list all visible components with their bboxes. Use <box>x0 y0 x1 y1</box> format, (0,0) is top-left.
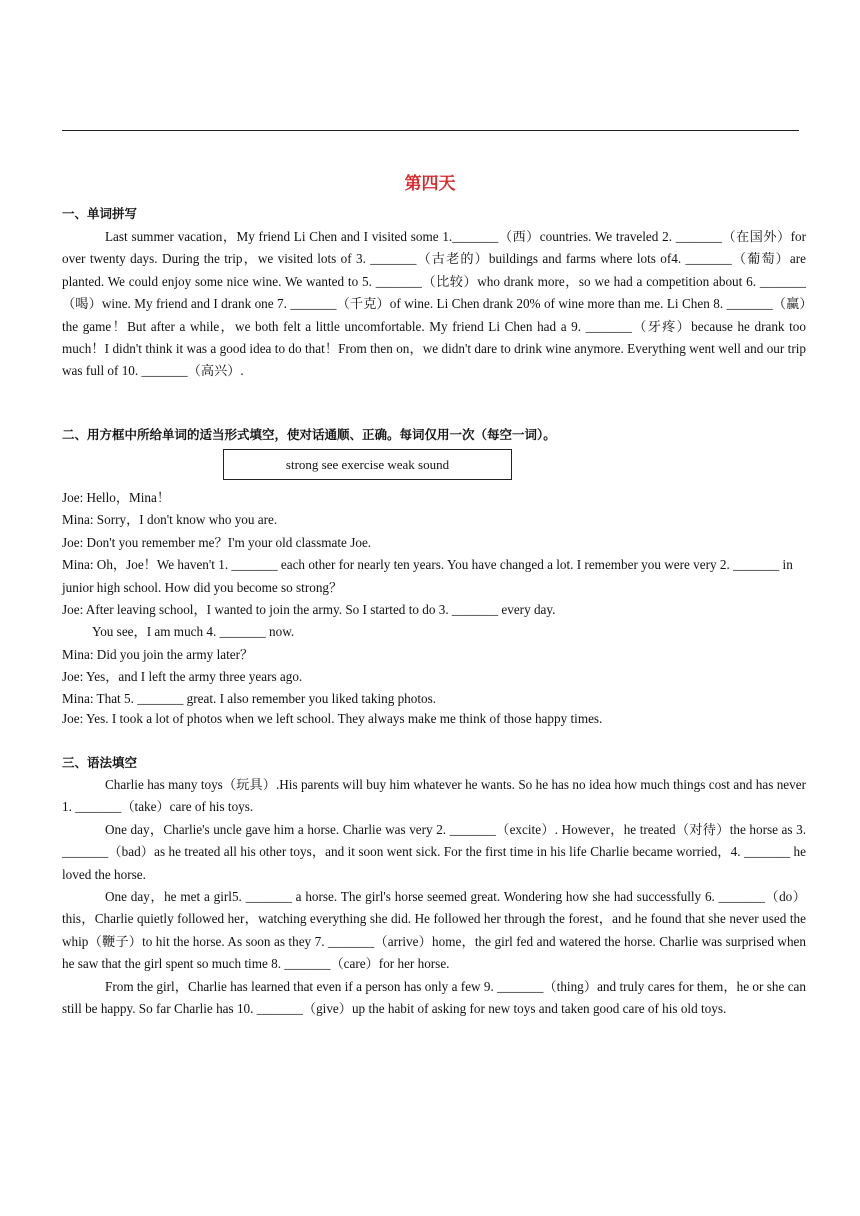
section2-heading: 二、用方框中所给单词的适当形式填空，使对话通顺、正确。每词仅用一次（每空一词）。 <box>62 427 556 442</box>
header-rule <box>62 130 799 131</box>
section3-paragraph: One day，he met a girl5. _______ a horse. The girl's horse seemed great. Wondering how she had successfully 6. _______（do）this，Charlie quietly followed her，watching everything she did. He followed her through the forest，and he found that she never used the whip（鞭子）to hit the horse. As soon as they 7. _______（arrive）home，the girl fed and watered the horse. Charlie was surprised when he saw that the girl spent so much time 8. _______（care）for her horse. <box>62 889 806 972</box>
dialogue-line: Mina: Sorry，I don't know who you are. <box>62 512 278 528</box>
section3-passage <box>62 774 806 1020</box>
dialogue-line: Mina: That 5. _______ great. I also remember you liked taking photos. <box>62 690 437 706</box>
dialogue-line: Joe: Hello，Mina！ <box>62 490 171 505</box>
dialogue-line: Mina: Did you join the army later？ <box>62 646 254 662</box>
dialogue-line: Joe: Yes，and I left the army three years ago. <box>62 669 303 685</box>
dialogue <box>62 487 806 729</box>
word-box: strong see exercise weak sound <box>223 449 512 480</box>
dialogue-line: Mina: Oh，Joe！We haven't 1. _______ each other for nearly ten years. You have changed a lot. I remember you were very 2. _______ in junior high school. How did you become so strong？ <box>62 557 793 595</box>
section1-passage <box>62 226 806 383</box>
section3-paragraph: Charlie has many toys（玩具）.His parents will buy him whatever he wants. So he has no idea how much things cost and has never 1. _______（take）care of his toys. <box>62 777 806 815</box>
section3-heading: 三、语法填空 <box>62 755 138 770</box>
page-title: 第四天 <box>404 174 456 194</box>
dialogue-line: Joe: After leaving school，I wanted to join the army. So I started to do 3. _______ every day. <box>62 602 556 618</box>
section1-paragraph: Last summer vacation，My friend Li Chen and I visited some 1._______（西）countries. We traveled 2. _______（在国外）for over twenty days. During the trip，we visited lots of 3. _______（古老的）buildings and farms where lots of4. _______（葡萄）are planted. We could enjoy some nice wine. We wanted to 5. _______（比较）who drank more，so we had a competition about 6. _______（喝）wine. My friend and I drank one 7. _______（千克）of wine. Li Chen drank 20% of wine more than me. Li Chen 8. _______（赢）the game！But after a while，we both felt a little uncomfortable. My friend Li Chen had a 9. _______（牙疼）because he drank too much！I didn't think it was a good idea to do that！From then on，we didn't dare to drink wine anymore. Everything went well and our trip was full of 10. _______（高兴）. <box>62 229 806 379</box>
dialogue-line: Joe: Don't you remember me？I'm your old classmate Joe. <box>62 534 372 550</box>
section3-paragraph: From the girl，Charlie has learned that even if a person has only a few 9. _______（thing）and truly cares for them，he or she can still be happy. So far Charlie has 10. _______（give）up the habit of asking for new toys and taken good care of his old toys. <box>62 978 806 1017</box>
section3-paragraph: One day，Charlie's uncle gave him a horse. Charlie was very 2. _______（excite）. However，he treated（对待）the horse as 3. _______（bad）as he treated all his other toys，and it soon went sick. For the first time in his life Charlie became worried，4. _______ he loved the horse. <box>62 821 806 882</box>
section1-heading: 一、单词拼写 <box>62 206 138 221</box>
dialogue-line: You see，I am much 4. _______ now. <box>92 624 295 640</box>
dialogue-line: Joe: Yes. I took a lot of photos when we left school. They always make me think of those happy times. <box>62 710 603 726</box>
